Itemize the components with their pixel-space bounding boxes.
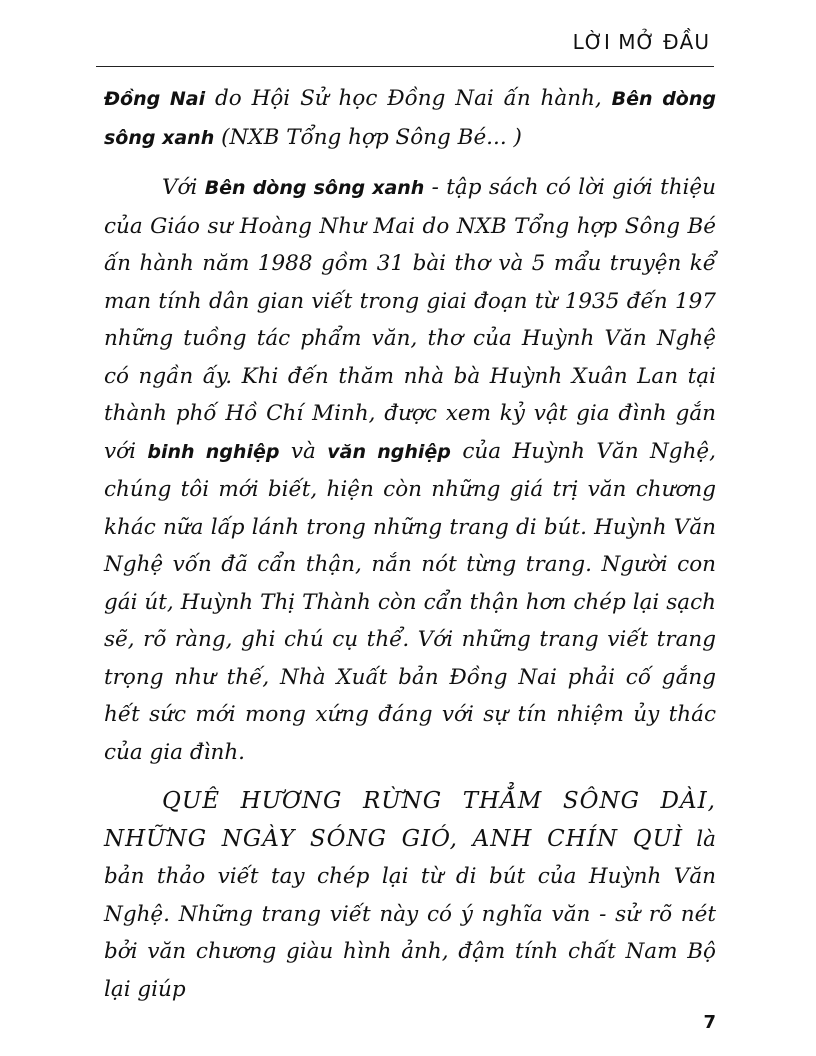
bold-text: Đồng Nai bbox=[104, 88, 206, 110]
bold-text: văn nghiệp bbox=[327, 440, 451, 463]
text-run: (NXB Tổng hợp Sông Bé... ) bbox=[214, 124, 522, 150]
text-run: của Huỳnh Văn Nghệ, chúng tôi mới biết, hiện còn những giá trị văn chương khác nữa lấp lánh trong những trang di bút. Huỳnh Văn Nghệ vốn đã cẩn thận, nắn nót từng trang. Người con gái út, Huỳnh Thị Thành còn cẩn thận hơn chép lại sạch sẽ, rõ ràng, ghi chú cụ thể. Với những trang viết trang trọng như thế, Nhà Xuất bản Đồng Nai phải cố gắng hết sức mới mong xứng đáng với sự tín nhiệm ủy thác của gia đình. bbox=[104, 438, 716, 765]
body-text bbox=[104, 80, 716, 1008]
bold-text: Bên dòng sông xanh bbox=[104, 88, 716, 149]
paragraph-2 bbox=[104, 169, 716, 771]
paragraph-3 bbox=[104, 783, 716, 1008]
page-number: 7 bbox=[703, 1012, 716, 1033]
chapter-title: LỜI MỞ ĐẦU bbox=[572, 30, 710, 54]
bold-text: Bên dòng sông xanh bbox=[204, 177, 425, 199]
page-header bbox=[96, 28, 714, 67]
paragraph-1 bbox=[104, 80, 716, 157]
text-run: là bản thảo viết tay chép lại từ di bút của Huỳnh Văn Nghệ. Những trang viết này có ý nghĩa văn - sử rõ nét bởi văn chương giàu hình ảnh, đậm tính chất Nam Bộ lại giúp bbox=[104, 826, 716, 1002]
bold-text: binh nghiệp bbox=[147, 440, 280, 463]
text-run: - tập sách có lời giới thiệu của Giáo sư Hoàng Như Mai do NXB Tổng hợp Sông Bé ấn hành năm 1988 gồm 31 bài thơ và 5 mẩu truyện kể man tính dân gian viết trong giai đoạn từ 1935 đến 197 những tuồng tác phẩm văn, thơ của Huỳnh Văn Nghệ có ngần ấy. Khi đến thăm nhà bà Huỳnh Xuân Lan tại thành phố Hồ Chí Minh, được xem kỷ vật gia đình gắn với bbox=[104, 175, 717, 464]
text-run: Với bbox=[162, 175, 205, 200]
text-run: do Hội Sử học Đồng Nai ấn hành, bbox=[205, 86, 612, 111]
text-run: và bbox=[279, 438, 328, 464]
caps-title-text: QUÊ HƯƠNG RỪNG THẲM SÔNG DÀI, NHỮNG NGÀY SÓNG GIÓ, ANH CHÍN QUÌ bbox=[104, 788, 716, 852]
